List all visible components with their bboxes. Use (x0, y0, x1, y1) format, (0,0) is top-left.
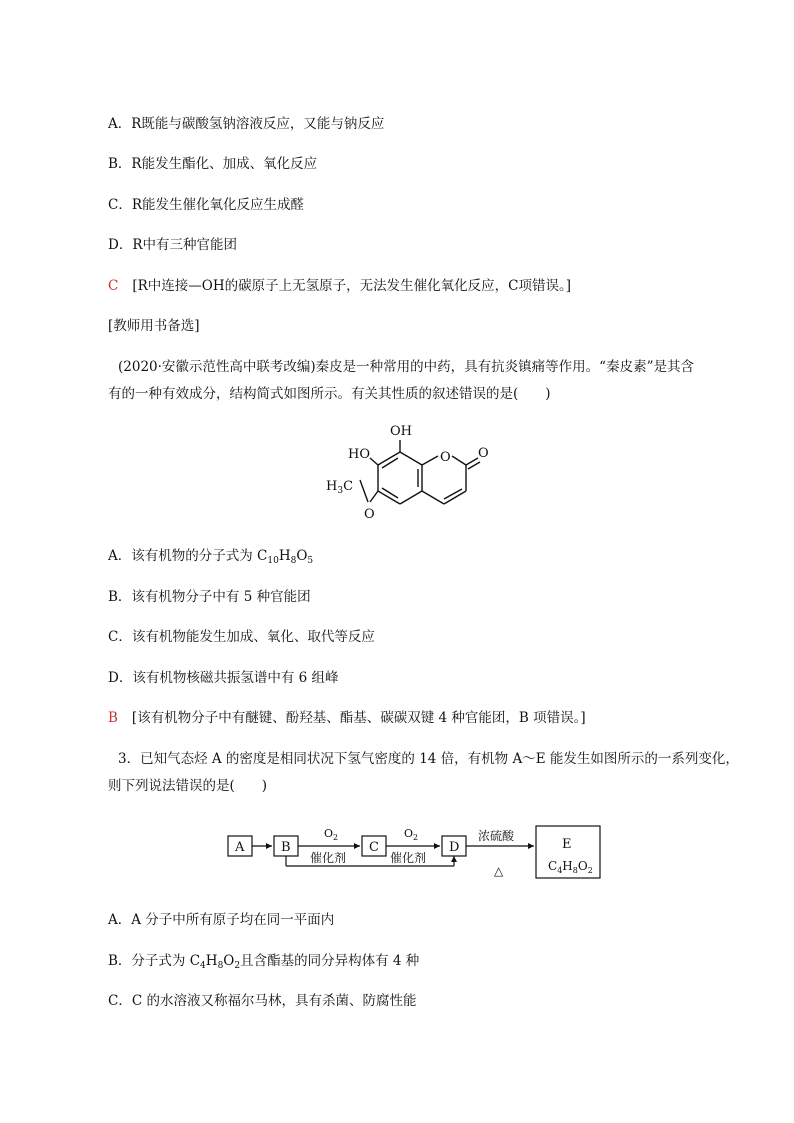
q3-option-a: A．A 分子中所有原子均在同一平面内 (108, 912, 335, 928)
q2-stem-line2: 有的一种有效成分，结构简式如图所示。有关其性质的叙述错误的是( ) (108, 386, 551, 402)
flow-catalyst-1: 催化剂 (310, 851, 347, 865)
q1-option-d: D．R中有三种官能团 (108, 237, 237, 253)
methyl-label: $H_3C$ (326, 479, 354, 496)
q1-option-b: B．R能发生酯化、加成、氧化反应 (108, 156, 318, 172)
reaction-flow-diagram (226, 820, 606, 886)
flow-o2-2: $O_2$ (404, 827, 419, 842)
flow-heat: △ (494, 864, 504, 878)
q3-stem-line2: 则下列说法错误的是( ) (108, 778, 268, 794)
q2-option-c: C．该有机物能发生加成、氧化、取代等反应 (108, 629, 375, 645)
hydroxyl-label-top: OH (390, 424, 412, 439)
q2-option-b: B．该有机物分子中有 5 种官能团 (108, 589, 311, 605)
q1-option-a: A．R既能与碳酸氢钠溶液反应，又能与钠反应 (108, 116, 385, 132)
hydroxyl-label-left: HO (348, 447, 370, 462)
flow-catalyst-2: 催化剂 (390, 851, 427, 865)
flow-node-c: C (369, 840, 379, 855)
q1-option-c: C．R能发生催化氧化反应生成醛 (108, 197, 304, 213)
ring-oxygen-label: O (440, 450, 451, 465)
carbonyl-oxygen-label: O (478, 446, 489, 461)
ether-oxygen-label: O (364, 507, 375, 522)
q2-stem-line1: (2020·安徽示范性高中联考改编)秦皮是一种常用的中药，具有抗炎镇痛等作用。“秦皮素”是其含 (118, 359, 694, 375)
q1-answer (108, 276, 571, 296)
flow-node-b: B (281, 840, 291, 855)
flow-o2-1: $O_2$ (324, 827, 339, 842)
q3-option-b: B．分子式为 $C_4H_8O_2$且含酯基的同分异构体有 4 种 (108, 953, 420, 971)
flow-node-a: A (235, 840, 245, 855)
q2-answer-text: [该有机物分子中有醚键、酚羟基、酯基、碳碳双键 4 种官能团，B 项错误。] (131, 710, 586, 726)
flow-node-d: D (449, 840, 460, 855)
teacher-label: [教师用书备选] (108, 318, 200, 334)
q2-option-d: D．该有机物核磁共振氢谱中有 6 组峰 (108, 670, 339, 686)
qinpisu-structure (320, 418, 500, 530)
flow-node-e: E (562, 837, 572, 852)
q1-answer-letter: C (108, 278, 119, 294)
flow-e-formula: $C_4H_8O_2$ (548, 859, 593, 875)
q2-option-a: A．该有机物的分子式为 $C_{10}H_8O_5$ (108, 548, 314, 566)
q1-answer-text: [R中连接—OH的碳原子上无氢原子，无法发生催化氧化反应，C项错误。] (132, 278, 571, 294)
q3-stem-line1: 3．已知气态烃 A 的密度是相同状况下氢气密度的 14 倍，有机物 A～E 能发生如图所示的一系列变化， (118, 751, 739, 767)
q3-option-c: C．C 的水溶液又称福尔马林，具有杀菌、防腐性能 (108, 993, 417, 1009)
flow-acid: 浓硫酸 (478, 829, 515, 843)
q2-answer-letter: B (108, 710, 118, 726)
q2-answer (108, 708, 586, 728)
